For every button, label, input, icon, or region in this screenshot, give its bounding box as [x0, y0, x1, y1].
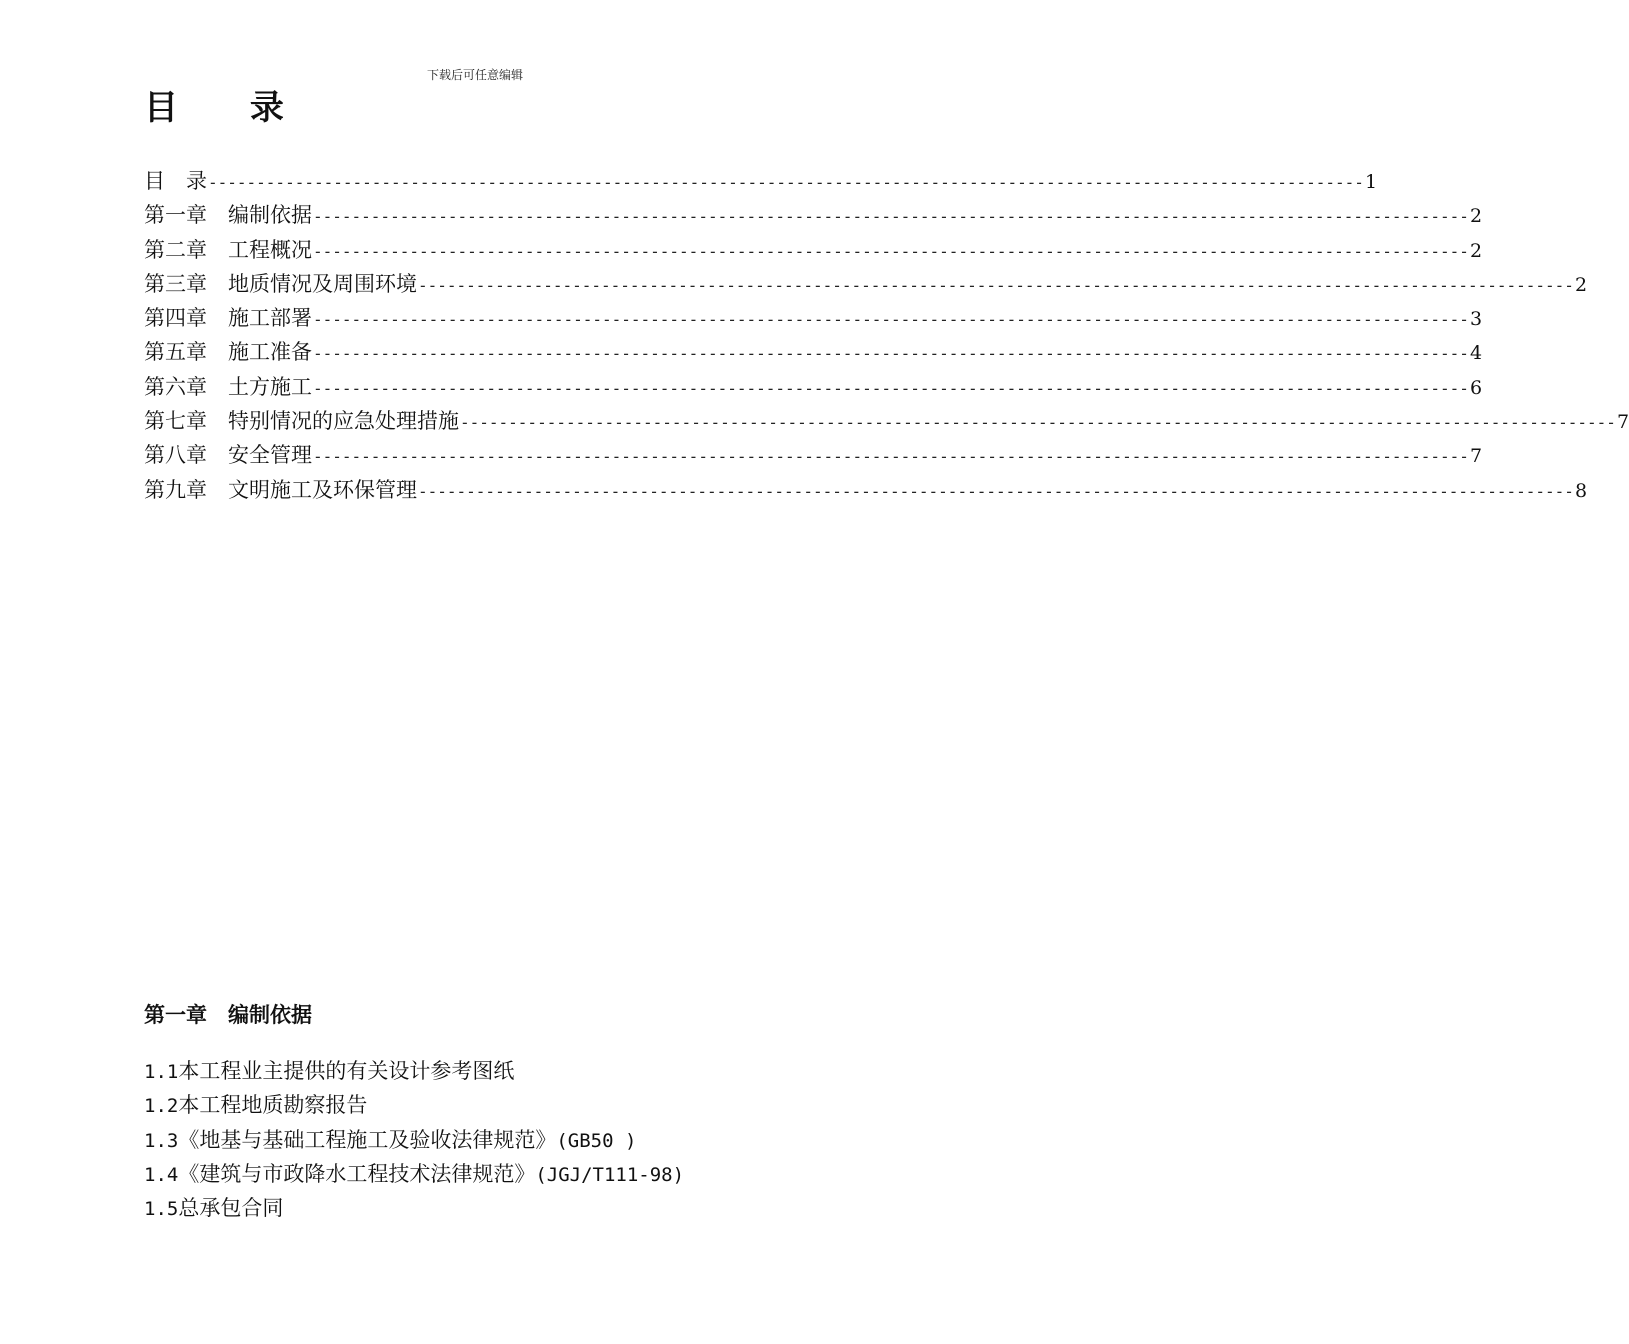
toc-dot-leader: ------------------------------------------------------------------------------------------------------------------------ [460, 413, 1616, 433]
section-heading: 第一章 编制依据 [144, 1003, 312, 1027]
item-number: 1.3 [144, 1129, 179, 1152]
toc-entry-label: 第三章 地质情况及周围环境 [144, 271, 417, 296]
toc-dot-leader: ------------------------------------------------------------------------------------------------------------------------ [313, 378, 1469, 398]
item-number: 1.4 [144, 1163, 179, 1186]
toc-entry-label: 第八章 安全管理 [144, 443, 312, 468]
toc-entry-page: 4 [1469, 342, 1483, 365]
toc-entry[interactable] [144, 370, 1483, 404]
basis-list [144, 1054, 824, 1225]
toc-dot-leader: ------------------------------------------------------------------------------------------------------------------------ [208, 173, 1364, 192]
toc-entry-label: 目 录 [144, 169, 207, 193]
toc-entry[interactable] [144, 233, 1483, 267]
item-suffix: (JGJ/T111-98) [535, 1163, 685, 1186]
toc-entry[interactable] [144, 438, 1483, 472]
toc-dot-leader: ------------------------------------------------------------------------------------------------------------------------ [313, 241, 1469, 261]
list-item [144, 1157, 824, 1191]
toc-dot-leader: ------------------------------------------------------------------------------------------------------------------------ [313, 447, 1469, 467]
toc-entry[interactable] [144, 164, 1378, 198]
item-text: 《地基与基础工程施工及验收法律规范》 [178, 1127, 557, 1152]
toc-dot-leader: ------------------------------------------------------------------------------------------------------------------------ [313, 207, 1469, 227]
list-item [144, 1191, 824, 1225]
toc-entry[interactable] [144, 335, 1483, 369]
toc-entry-page: 1 [1364, 171, 1378, 193]
toc-entry-label: 第七章 特别情况的应急处理措施 [144, 409, 459, 434]
item-number: 1.1 [144, 1061, 179, 1083]
toc-entry[interactable] [144, 198, 1483, 232]
toc-entry[interactable] [144, 473, 1588, 507]
toc-entry-label: 第一章 编制依据 [144, 203, 312, 228]
toc-entry-page: 2 [1574, 273, 1588, 296]
item-text: 总承包合同 [178, 1196, 284, 1221]
toc-entry-page: 2 [1469, 239, 1483, 262]
list-item [144, 1123, 824, 1157]
item-text: 《建筑与市政降水工程技术法律规范》 [178, 1161, 536, 1186]
header-note: 下载后可任意编辑 [426, 68, 523, 82]
list-item [144, 1054, 824, 1088]
toc-entry-label: 第九章 文明施工及环保管理 [144, 477, 417, 502]
toc-entry[interactable] [144, 404, 1629, 438]
toc-title: 目 录 [144, 88, 314, 128]
item-text: 本工程业主提供的有关设计参考图纸 [178, 1059, 515, 1083]
item-number: 1.2 [144, 1095, 179, 1118]
toc-dot-leader: ------------------------------------------------------------------------------------------------------------------------ [313, 344, 1469, 364]
toc-entry-label: 第二章 工程概况 [144, 237, 312, 262]
item-text: 本工程地质勘察报告 [178, 1093, 368, 1118]
table-of-contents [144, 164, 1629, 507]
toc-dot-leader: ------------------------------------------------------------------------------------------------------------------------ [418, 275, 1574, 295]
toc-entry-page: 7 [1616, 411, 1629, 434]
toc-entry-label: 第四章 施工部署 [144, 306, 312, 331]
toc-dot-leader: ------------------------------------------------------------------------------------------------------------------------ [418, 481, 1574, 501]
toc-entry-label: 第六章 土方施工 [144, 374, 312, 399]
toc-entry-page: 8 [1574, 479, 1588, 502]
toc-entry[interactable] [144, 301, 1483, 335]
item-suffix: (GB50 ) [556, 1129, 637, 1152]
list-item [144, 1088, 824, 1122]
toc-entry-page: 7 [1469, 445, 1483, 468]
item-number: 1.5 [144, 1198, 179, 1221]
toc-entry-page: 3 [1469, 308, 1483, 331]
toc-dot-leader: ------------------------------------------------------------------------------------------------------------------------ [313, 310, 1469, 330]
toc-entry-label: 第五章 施工准备 [144, 340, 312, 365]
toc-entry-page: 2 [1469, 205, 1483, 228]
toc-entry-page: 6 [1469, 376, 1483, 399]
toc-entry[interactable] [144, 267, 1588, 301]
